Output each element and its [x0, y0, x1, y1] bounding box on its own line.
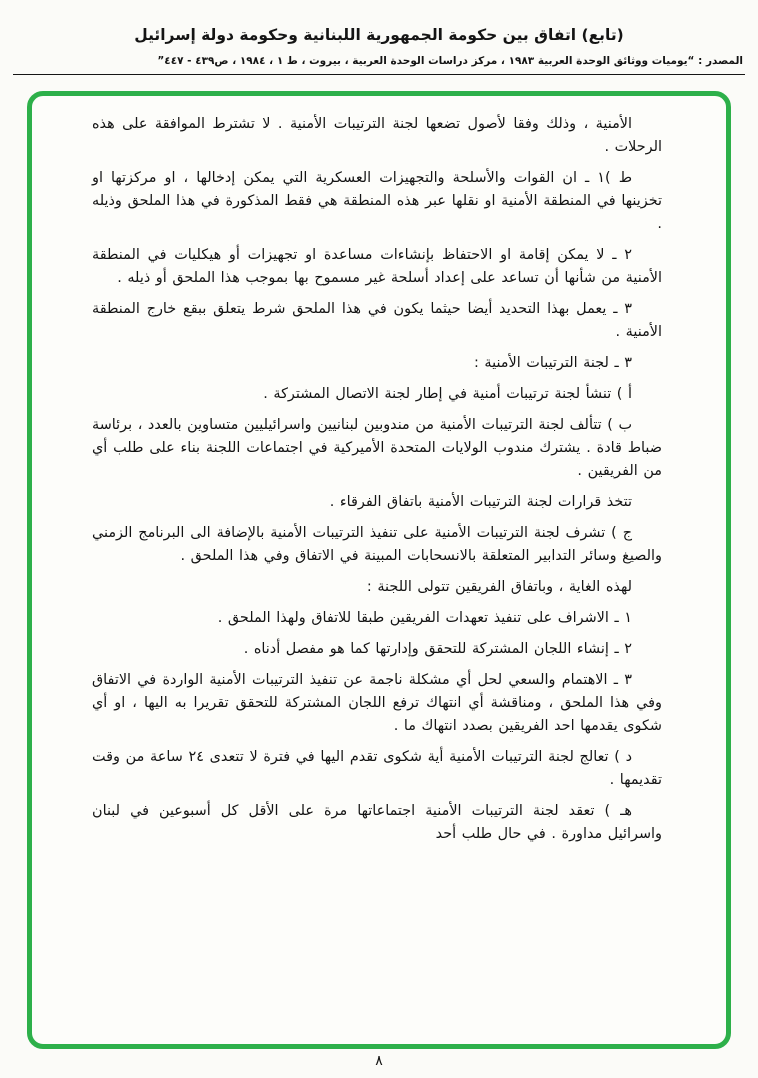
paragraph: ج ) تشرف لجنة الترتيبات الأمنية على تنفيذ الترتيبات الأمنية بالإضافة الى البرنامج الزمني والصيغ وسائر التدابير المتعلقة بالانسحابات المبينة في الاتفاق وفي هذا الملحق .: [92, 525, 662, 564]
page-header: [0, 0, 758, 75]
page-number: ٨: [375, 1053, 383, 1069]
green-border-content-box: [27, 91, 731, 1049]
paragraph: ب ) تتألف لجنة الترتيبات الأمنية من مندوبين لبنانيين واسرائيليين متساوين بالعدد ، برئاسة ضباط قادة . يشترك مندوب الولايات المتحدة الأميركية في اجتماعات اللجنة بناء على طلب أي من الفريقين .: [92, 417, 662, 479]
document-title: (تابع) اتفاق بين حكومة الجمهورية اللبنانية وحكومة دولة إسرائيل: [134, 26, 624, 44]
paragraph-section-heading: ٣ ـ لجنة الترتيبات الأمنية :: [473, 355, 632, 371]
paragraph: ١ ـ الاشراف على تنفيذ تعهدات الفريقين طبقا للاتفاق ولهذا الملحق .: [217, 610, 632, 626]
paragraph: ٢ ـ لا يمكن إقامة او الاحتفاظ بإنشاءات مساعدة او تجهيزات أو هيكليات في المنطقة الأمنية من شأنها أن تساعد على إعداد أسلحة غير مسموح بها بموجب هذا الملحق أو ذيله .: [92, 247, 662, 286]
paragraph: ٢ ـ إنشاء اللجان المشتركة للتحقق وإدارتها كما هو مفصل أدناه .: [243, 641, 632, 657]
paragraph: تتخذ قرارات لجنة الترتيبات الأمنية باتفاق الفرقاء .: [329, 494, 632, 510]
paragraph: الأمنية ، وذلك وفقا لأصول تضعها لجنة الترتيبات الأمنية . لا تشترط الموافقة على هذه الرحلات .: [92, 116, 662, 155]
paragraph: لهذه الغاية ، وباتفاق الفريقين تتولى اللجنة :: [366, 579, 632, 595]
paragraph: ٣ ـ الاهتمام والسعي لحل أي مشكلة ناجمة عن تنفيذ الترتيبات الأمنية الواردة في الاتفاق وفي هذا الملحق ، ومناقشة أي انتهاك ترفع اللجان المشتركة للتحقق تقريرا به اليها ، او أي شكوى يقدمها احد الفريقين بصدد انتهاك ما .: [92, 672, 662, 734]
source-citation: المصدر : “يوميات ووثائق الوحدة العربية ١٩٨٣ ، مركز دراسات الوحدة العربية ، بيروت ، ط ١ ، ١٩٨٤ ، ص٤٣٩ - ٤٤٧”: [157, 55, 743, 67]
paragraph: هـ ) تعقد لجنة الترتيبات الأمنية اجتماعاتها مرة على الأقل كل أسبوعين في لبنان واسرائيل مداورة . في حال طلب أحد: [92, 803, 662, 842]
paragraph: ٣ ـ يعمل بهذا التحديد أيضا حيثما يكون في هذا الملحق شرط يتعلق ببقع خارج المنطقة الأمنية .: [92, 301, 662, 340]
paragraph: د ) تعالج لجنة الترتيبات الأمنية أية شكوى تقدم اليها في فترة لا تتعدى ٢٤ ساعة من وقت تقديمها .: [92, 749, 662, 788]
paragraph: ط )١ ـ ان القوات والأسلحة والتجهيزات العسكرية التي يمكن إدخالها ، او مركزتها او تخزينها في المنطقة الأمنية او نقلها عبر هذه المنطقة هي فقط المذكورة في هذا الملحق وذيله .: [92, 170, 662, 232]
header-divider: [13, 74, 745, 75]
paragraph: أ ) تنشأ لجنة ترتيبات أمنية في إطار لجنة الاتصال المشتركة .: [263, 386, 632, 402]
